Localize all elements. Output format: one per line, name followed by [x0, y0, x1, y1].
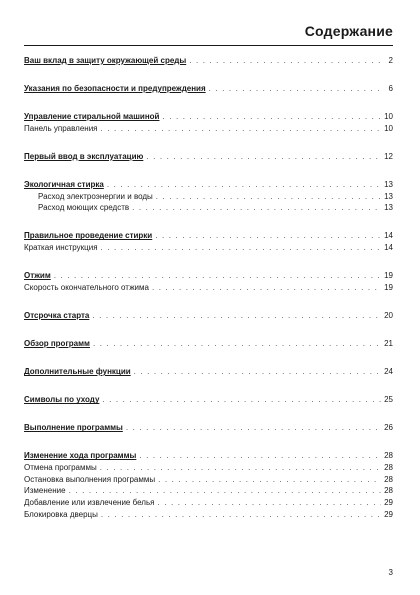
- toc-page-number: 21: [384, 339, 393, 349]
- toc-subentry[interactable]: [24, 485, 393, 497]
- toc-heading-entry[interactable]: [24, 450, 393, 462]
- toc-section: [24, 179, 393, 214]
- toc-section: [24, 111, 393, 134]
- toc-entry-text: Ваш вклад в защиту окружающей среды: [24, 56, 187, 65]
- toc-subentry[interactable]: [24, 509, 393, 521]
- toc-page-number: 29: [384, 509, 393, 519]
- toc-section: [24, 422, 393, 434]
- toc-heading-entry[interactable]: [24, 310, 393, 322]
- toc-entry-text: Изменение: [24, 486, 66, 496]
- toc-page-number: 14: [384, 243, 393, 253]
- toc-entry-text: Панель управления: [24, 123, 98, 133]
- title-divider: [24, 45, 393, 46]
- toc-page-number: 24: [384, 367, 393, 377]
- toc-entry-text: Изменение хода программы: [24, 451, 137, 461]
- dot-leader: [162, 111, 381, 123]
- toc-page-number: 14: [384, 231, 393, 241]
- dot-leader: [101, 123, 382, 135]
- toc-section: [24, 55, 393, 67]
- toc-page-number: 10: [384, 112, 393, 122]
- toc-section: [24, 270, 393, 293]
- dot-leader: [102, 394, 381, 406]
- toc-entry-text: Указания по безопасности и предупреждения: [24, 84, 206, 94]
- dot-leader: [54, 270, 381, 282]
- toc-entry-text: Остановка выполнения программы: [24, 474, 156, 484]
- toc-subentry[interactable]: [24, 242, 393, 254]
- toc-entry-text: Расход электроэнергии и воды: [38, 191, 153, 201]
- toc-page-number: 2: [388, 56, 393, 65]
- toc-subentry[interactable]: [24, 123, 393, 135]
- toc-section: [24, 394, 393, 406]
- toc-section: [24, 151, 393, 163]
- dot-leader: [155, 230, 381, 242]
- toc-heading-entry[interactable]: [24, 338, 393, 350]
- toc-page-number: 13: [384, 191, 393, 201]
- toc-heading-entry[interactable]: [24, 83, 393, 95]
- toc-entry-text: Отжим: [24, 271, 51, 281]
- toc-subentry[interactable]: [24, 202, 393, 214]
- toc-page-number: 6: [388, 84, 393, 94]
- toc-entry-text: Блокировка дверцы: [24, 509, 98, 519]
- toc-page-number: 28: [384, 474, 393, 484]
- dot-leader: [146, 151, 381, 163]
- toc-heading-entry[interactable]: [24, 422, 393, 434]
- dot-leader: [209, 83, 382, 95]
- dot-leader: [152, 282, 381, 294]
- toc-entry-text: Добавление или извлечение белья: [24, 498, 155, 508]
- dot-leader: [157, 497, 381, 509]
- toc-entry-text: Первый ввод в эксплуатацию: [24, 151, 144, 161]
- dot-leader: [101, 242, 382, 254]
- toc-subentry[interactable]: [24, 497, 393, 509]
- toc-page-number: 13: [384, 203, 393, 213]
- toc-heading-entry[interactable]: [24, 55, 393, 67]
- dot-leader: [107, 179, 381, 191]
- toc-section: [24, 366, 393, 378]
- toc-page-number: 28: [384, 463, 393, 473]
- toc-entry-text: Обзор программ: [24, 339, 90, 349]
- dot-leader: [158, 474, 381, 486]
- toc-entry-text: Управление стиральной машиной: [24, 112, 160, 122]
- dot-leader: [93, 338, 381, 350]
- toc-heading-entry[interactable]: [24, 179, 393, 191]
- dot-leader: [92, 310, 381, 322]
- toc-subentry[interactable]: [24, 462, 393, 474]
- dot-leader: [139, 450, 381, 462]
- page-title: Содержание: [304, 23, 393, 39]
- toc-page-number: 20: [384, 310, 393, 320]
- toc-page-number: 28: [384, 451, 393, 461]
- dot-leader: [132, 202, 381, 214]
- toc-entry-text: Расход моющих средств: [38, 203, 130, 213]
- toc-entry-text: Дополнительные функции: [24, 367, 131, 377]
- toc-page-number: 19: [384, 282, 393, 292]
- toc-entry-text: Правильное проведение стирки: [24, 231, 153, 241]
- toc-entry-text: Экологичная стирка: [24, 180, 104, 189]
- toc-entry-text: Скорость окончательного отжима: [24, 282, 149, 292]
- toc-entry-text: Краткая инструкция: [24, 243, 98, 253]
- toc-heading-entry[interactable]: [24, 111, 393, 123]
- toc-section: [24, 83, 393, 95]
- toc-section: [24, 230, 393, 253]
- table-of-contents: [24, 55, 393, 537]
- dot-leader: [134, 366, 381, 378]
- toc-entry-text: Отсрочка старта: [24, 310, 90, 320]
- dot-leader: [69, 485, 382, 497]
- toc-subentry[interactable]: [24, 474, 393, 486]
- toc-subentry[interactable]: [24, 191, 393, 203]
- toc-entry-text: Выполнение программы: [24, 423, 123, 433]
- dot-leader: [156, 191, 381, 203]
- toc-entry-text: Символы по уходу: [24, 395, 100, 405]
- page-number: 3: [388, 568, 393, 577]
- toc-heading-entry[interactable]: [24, 366, 393, 378]
- toc-section: [24, 310, 393, 322]
- toc-heading-entry[interactable]: [24, 151, 393, 163]
- toc-page-number: 25: [384, 395, 393, 405]
- toc-section: [24, 338, 393, 350]
- dot-leader: [126, 422, 381, 434]
- toc-page-number: 12: [384, 151, 393, 161]
- toc-page-number: 28: [384, 486, 393, 496]
- dot-leader: [189, 55, 382, 67]
- toc-page-number: 26: [384, 423, 393, 433]
- dot-leader: [100, 462, 381, 474]
- toc-page-number: 19: [384, 271, 393, 281]
- toc-heading-entry[interactable]: [24, 230, 393, 242]
- toc-page-number: 29: [384, 498, 393, 508]
- toc-entry-text: Отмена программы: [24, 463, 97, 473]
- toc-subentry[interactable]: [24, 282, 393, 294]
- toc-section: [24, 450, 393, 520]
- toc-heading-entry[interactable]: [24, 270, 393, 282]
- toc-page-number: 13: [384, 180, 393, 189]
- dot-leader: [101, 509, 381, 521]
- toc-heading-entry[interactable]: [24, 394, 393, 406]
- toc-page-number: 10: [384, 123, 393, 133]
